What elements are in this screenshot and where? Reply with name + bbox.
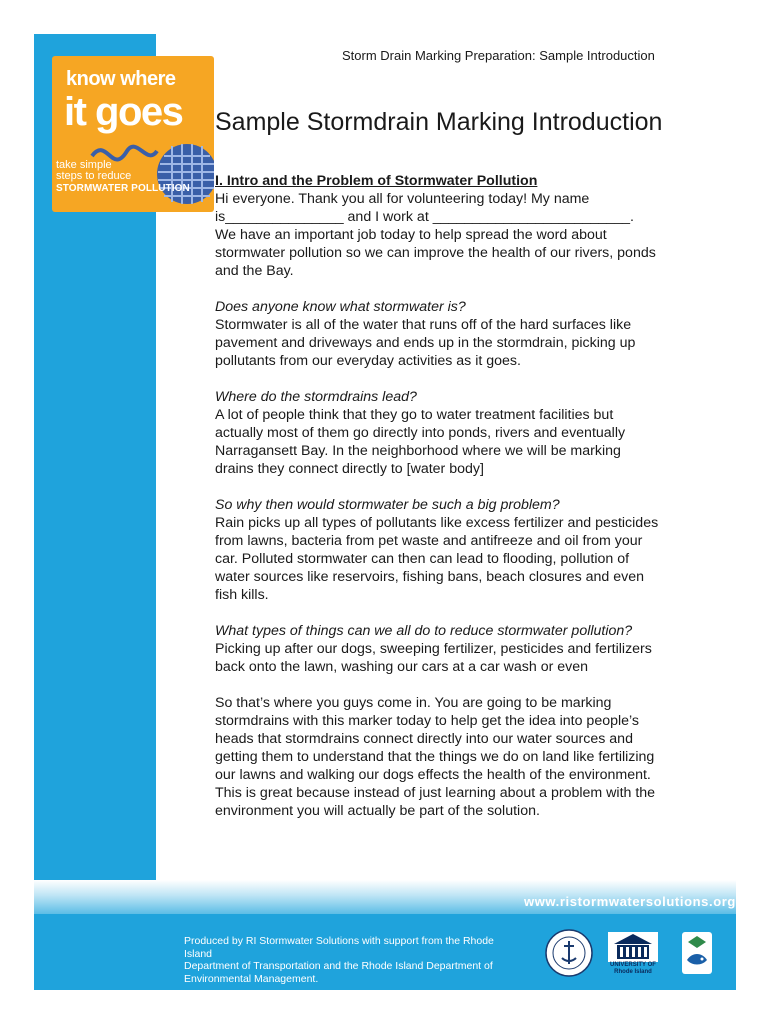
footer-url[interactable]: www.ristormwatersolutions.org: [524, 894, 736, 909]
intro-paragraph: [215, 190, 695, 280]
section-heading: I. Intro and the Problem of Stormwater Pollution: [215, 173, 538, 189]
text-line: and the Bay.: [215, 263, 294, 279]
text-line: heads that stormdrains connect directly into our water sources and: [215, 731, 633, 747]
page-title: Sample Stormdrain Marking Introduction: [215, 108, 663, 136]
dem-fish-icon: [682, 932, 712, 974]
logo-line-1: know where: [66, 68, 176, 90]
text-line: actually most of them go directly into ponds, rivers and eventually: [215, 425, 626, 441]
document-body: [215, 172, 695, 820]
closing-paragraph: [215, 694, 695, 820]
text-line: Picking up after our dogs, sweeping fertilizer, pesticides and fertilizers: [215, 641, 652, 657]
know-where-it-goes-logo: [52, 56, 214, 212]
answer-paragraph: [215, 514, 695, 604]
text-line: getting them to understand that the things we do on land like fertilizing: [215, 749, 655, 765]
text-line: A lot of people think that they go to water treatment facilities but: [215, 407, 614, 423]
question: So why then would stormwater be such a big problem?: [215, 497, 560, 513]
text-line: Narragansett Bay. In the neighborhood where we will be marking: [215, 443, 621, 459]
text-line: water sources like reservoirs, fishing bans, beach closures and even: [215, 569, 644, 585]
logo-line-2: it goes: [64, 90, 183, 134]
answer-paragraph: [215, 640, 695, 676]
text-line: Stormwater is all of the water that runs off of the hard surfaces like: [215, 317, 632, 333]
uri-wordmark: [608, 962, 658, 976]
question: Does anyone know what stormwater is?: [215, 299, 466, 315]
state-seal-icon: [544, 928, 594, 978]
text-line: our lawns and walking our dogs effects the health of the environment.: [215, 767, 651, 783]
text-line: stormdrains with this marker today to help get the idea into people’s: [215, 713, 640, 729]
footer-credit: [184, 935, 514, 985]
text-line: We have an important job today to help spread the word about: [215, 227, 607, 243]
text-line: drains they connect directly to [water body]: [215, 461, 484, 477]
text-line: pollutants from our everyday activities as it goes.: [215, 353, 521, 369]
text-line: stormwater pollution so we can improve the health of our rivers, ponds: [215, 245, 656, 261]
logo-tagline-2: steps to reduce: [56, 170, 132, 182]
credit-line: Environmental Management.: [184, 972, 319, 985]
text-line: So that’s where you guys come in. You are going to be marking: [215, 695, 612, 711]
answer-paragraph: [215, 406, 695, 478]
university-building-icon: [608, 932, 658, 962]
text-line: Rain picks up all types of pollutants like excess fertilizer and pesticides: [215, 515, 659, 531]
credit-line: Produced by RI Stormwater Solutions with support from the Rhode Island: [184, 935, 494, 960]
uri-line: UNIVERSITY OF: [610, 962, 656, 968]
text-line: is_______________ and I work at _________________________.: [215, 209, 634, 225]
footer-band: [34, 880, 736, 990]
running-head: Storm Drain Marking Preparation: Sample Introduction: [342, 48, 655, 63]
text-line: car. Polluted stormwater can then can lead to flooding, pollution of: [215, 551, 630, 567]
text-line: back onto the lawn, washing our cars at a car wash or even: [215, 659, 589, 675]
logo-tagline-3: STORMWATER POLLUTION: [56, 183, 190, 194]
question: Where do the stormdrains lead?: [215, 389, 417, 405]
text-line: from lawns, bacteria from pet waste and antifreeze and oil from your: [215, 533, 643, 549]
answer-paragraph: [215, 316, 695, 370]
text-line: environment you will actually be part of the solution.: [215, 803, 540, 819]
text-line: pavement and driveways and ends up in the stormdrain, picking up: [215, 335, 636, 351]
text-line: fish kills.: [215, 587, 269, 603]
text-line: Hi everyone. Thank you all for volunteering today! My name: [215, 191, 590, 207]
logo-tagline-1: take simple: [56, 159, 112, 171]
credit-line: Department of Transportation and the Rhode Island Department of: [184, 960, 493, 972]
text-line: This is great because instead of just learning about a problem with the: [215, 785, 656, 801]
uri-line: Rhode Island: [614, 969, 652, 975]
question: What types of things can we all do to reduce stormwater pollution?: [215, 623, 633, 639]
